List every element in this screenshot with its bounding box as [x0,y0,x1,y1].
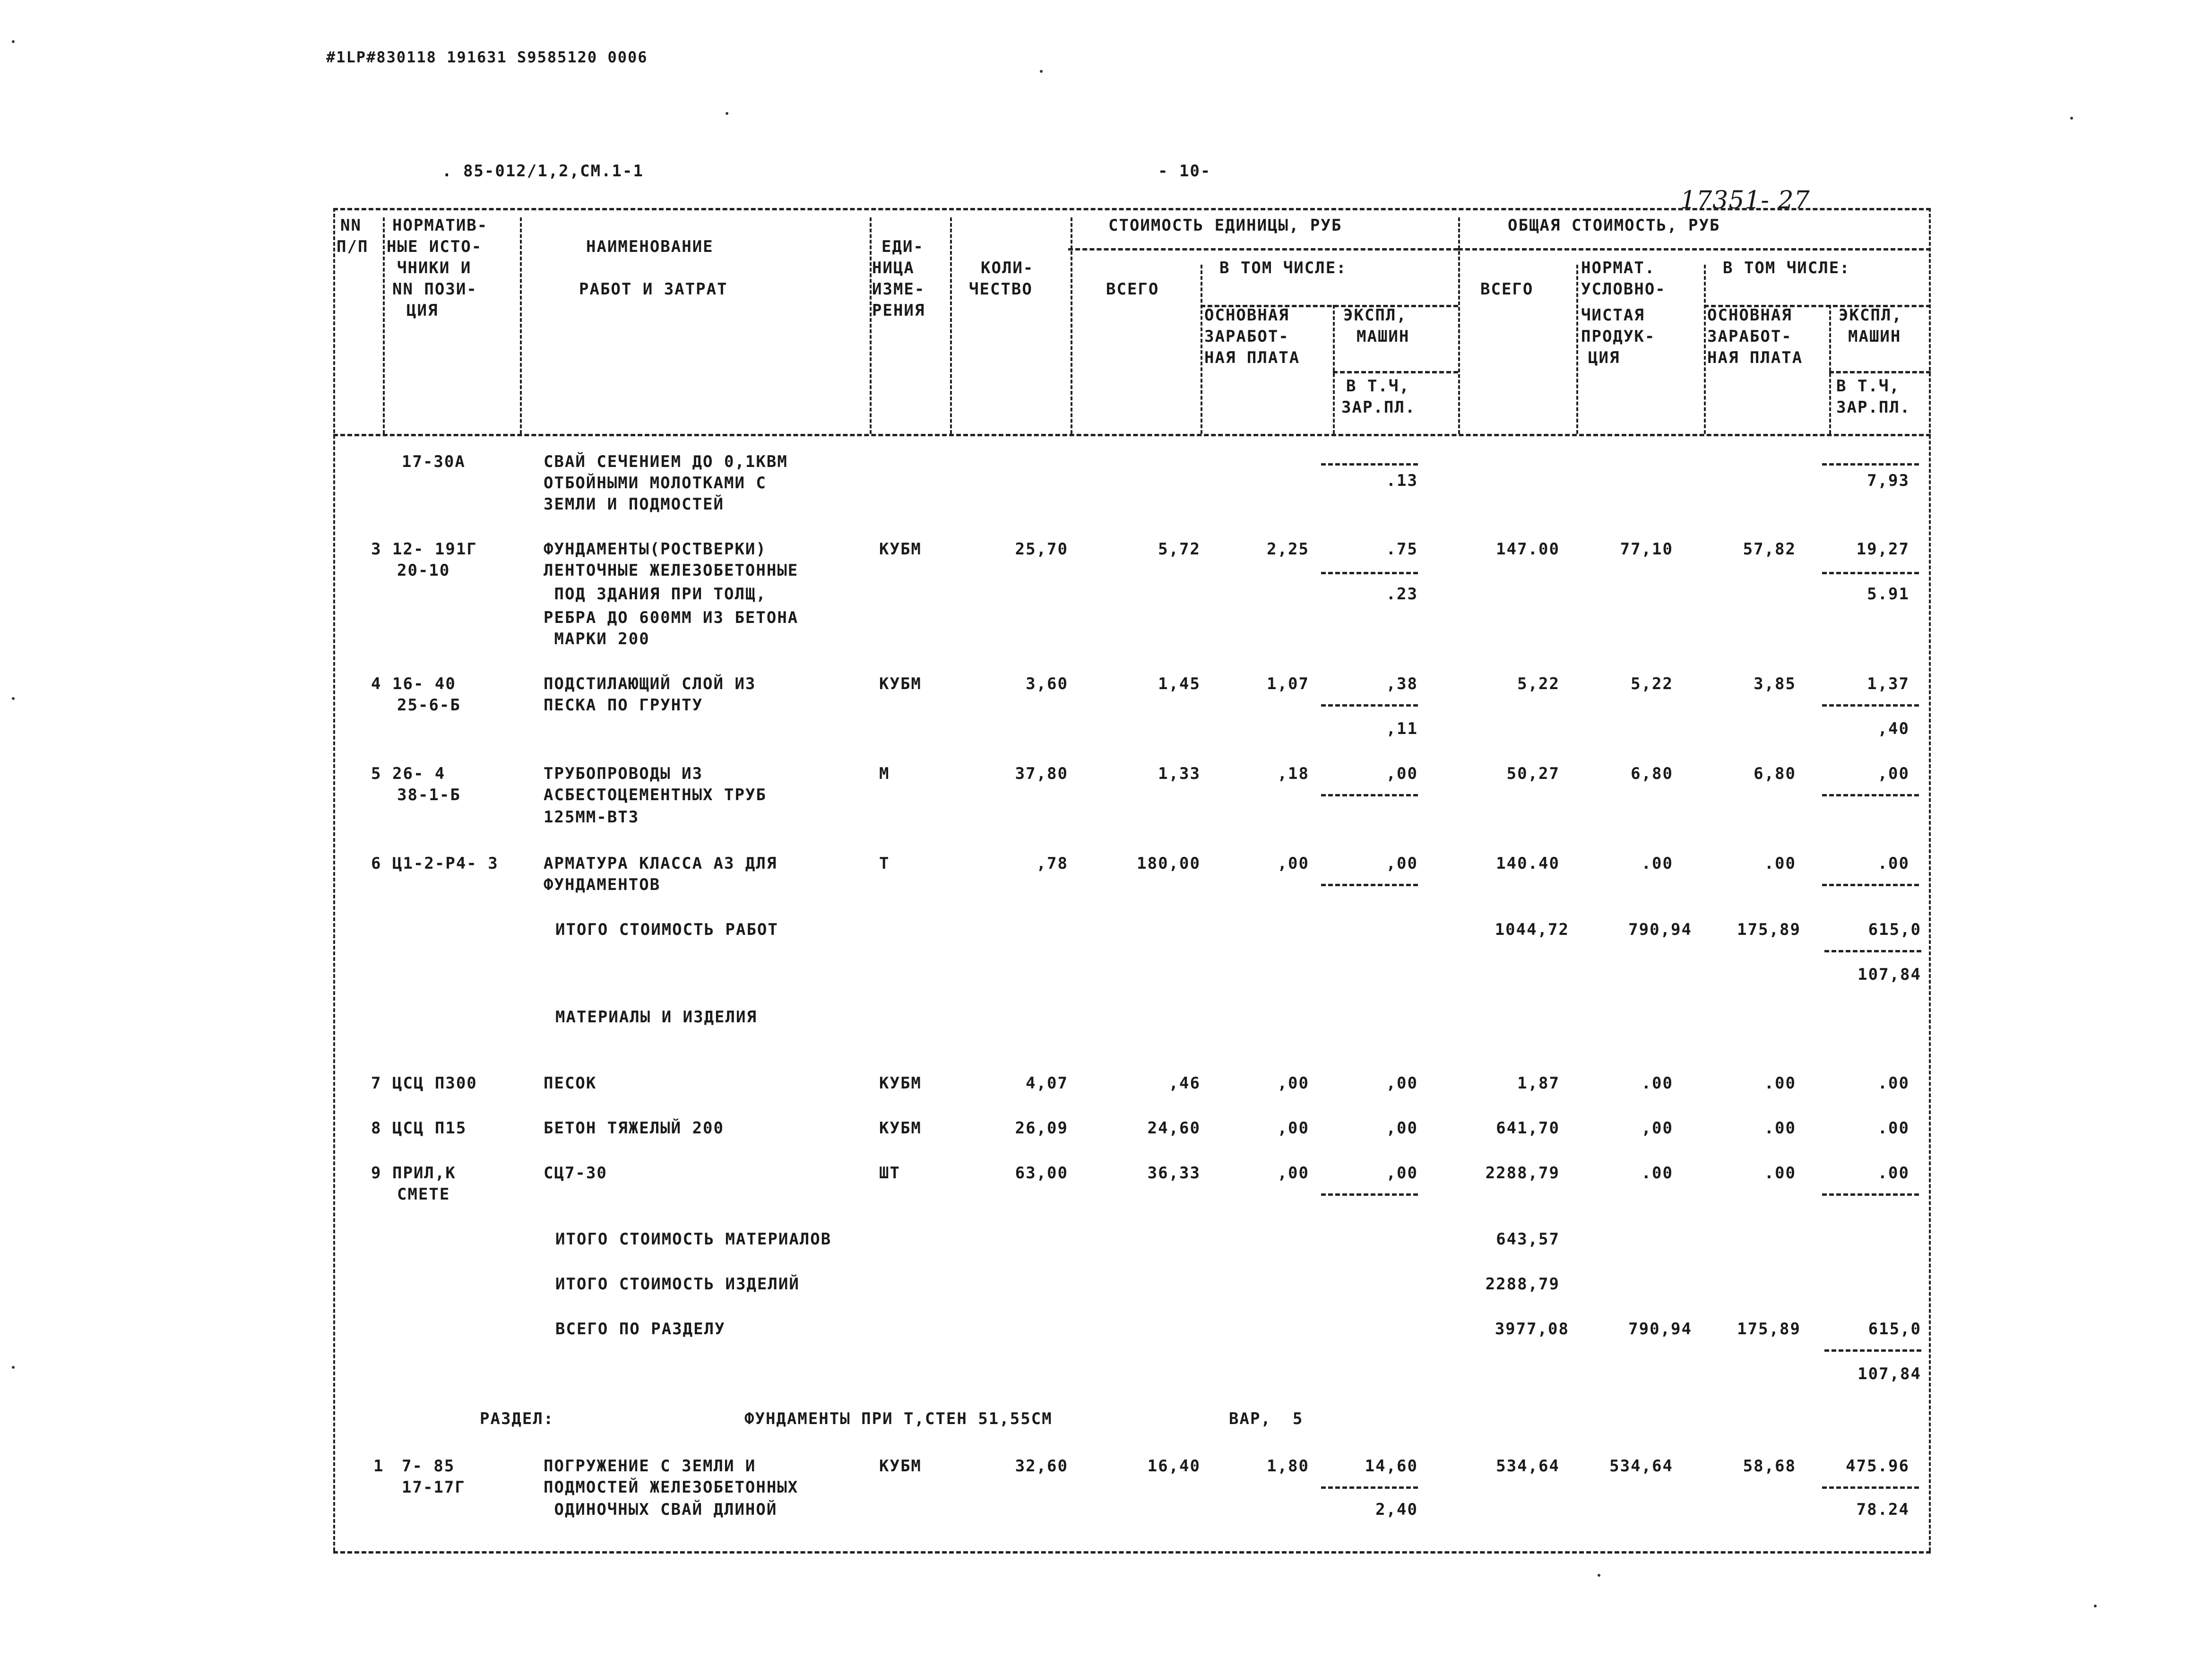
col-header-wage: ЗАРАБОТ- [1204,327,1289,346]
col-header-num: NN [340,216,362,235]
row-unit: Т [879,854,890,873]
col-header-norm-net: ЦИЯ [1588,348,1620,367]
row-name: МАРКИ 200 [544,630,650,648]
column-divider [1576,265,1578,434]
row-name: ТРУБОПРОВОДЫ ИЗ [544,764,703,783]
row-code: 7- 85 [402,1457,455,1476]
materials-heading: МАТЕРИАЛЫ И ИЗДЕЛИЯ [555,1008,757,1027]
cell-unit-wage: 1,07 [1267,674,1309,693]
row-num: 5 [371,764,382,783]
cell-total-wage: 6,80 [1754,764,1796,783]
cell-total-mach-wage: 78.24 [1856,1500,1910,1519]
row-name: АРМАТУРА КЛАССА А3 ДЛЯ [544,854,778,873]
col-header-num-2: П/П [337,237,369,256]
scan-speck [12,1366,15,1369]
cell-unit-wage: ,18 [1277,764,1309,783]
col-header-norm: NN ПОЗИ- [392,280,477,299]
document-id: #1LP#830118 191631 S9585120 0006 [326,48,648,66]
col-header-machine2: МАШИН [1848,327,1901,346]
col-header-unit: НИЦА [872,259,915,277]
cell-total-norm: 790,94 [1628,920,1692,939]
subtotal-label: ИТОГО СТОИМОСТЬ РАБОТ [555,920,778,939]
cell-unit-mach-wage: .23 [1386,585,1418,604]
header-bottom-border [333,434,1931,436]
subtotal-label: ИТОГО СТОИМОСТЬ МАТЕРИАЛОВ [555,1230,832,1249]
section-total-label: ВСЕГО ПО РАЗДЕЛУ [555,1320,726,1338]
cell-unit-total: 24,60 [1147,1119,1201,1138]
cell-separator [1822,884,1919,886]
cell-total-norm: 5,22 [1631,674,1673,693]
row-name: СВАЙ СЕЧЕНИЕМ ДО 0,1КВМ [544,452,788,471]
cell-total: 3977,08 [1495,1320,1569,1338]
col-header-unit: РЕНИЯ [872,301,925,320]
cell-total-wage: 57,82 [1743,540,1796,559]
col-header-incl-wage: ЗАР.ПЛ. [1341,398,1416,417]
cell-total-mach-wage: ,40 [1877,719,1910,738]
cell-total-norm: .00 [1641,1164,1673,1183]
cell-total-wage: 58,68 [1743,1457,1796,1476]
row-name: ОТБОЙНЫМИ МОЛОТКАМИ С [544,474,767,492]
cell-total-machine: 615,0 [1868,1320,1921,1338]
column-divider [870,217,872,434]
col-header-incl-wage: В Т.Ч, [1346,377,1410,396]
row-name: ПОДСТИЛАЮЩИЙ СЛОЙ ИЗ [544,674,756,693]
row-code: ПРИЛ,К [392,1164,456,1183]
cell-total-mach-wage: 107,84 [1858,1364,1921,1383]
table-right-border [1929,208,1931,1551]
row-name: ФУНДАМЕНТЫ(РОСТВЕРКИ) [544,540,767,559]
col-header-norm-net: НОРМАТ. [1581,259,1656,277]
col-header-name: РАБОТ И ЗАТРАТ [579,280,728,299]
cell-unit-total: 1,33 [1158,764,1201,783]
header-divider [1333,371,1458,373]
cell-total-machine: ,00 [1877,764,1910,783]
row-code: 16- 40 [392,674,456,693]
cell-total: 50,27 [1506,764,1560,783]
table-top-border [333,208,1931,210]
cell-total-machine: 475.96 [1846,1457,1910,1476]
col-header-qty: КОЛИ- [981,259,1034,277]
subtotal-label: ИТОГО СТОИМОСТЬ ИЗДЕЛИЙ [555,1275,800,1294]
cell-total: 5,22 [1517,674,1560,693]
header-divider [1829,371,1931,373]
col-header-norm-net: ПРОДУК- [1581,327,1656,346]
cell-unit-total: 5,72 [1158,540,1201,559]
row-code: 12- 191Г [392,540,477,559]
scan-speck [1040,70,1043,73]
cell-separator [1321,704,1418,707]
cell-unit-mach-wage: ,11 [1386,719,1418,738]
col-header-incl-wage2: ЗАР.ПЛ. [1836,398,1911,417]
col-header-qty: ЧЕСТВО [969,280,1033,299]
cell-unit-machine: ,00 [1386,1074,1418,1093]
row-num: 6 [371,854,382,873]
cell-separator [1321,1486,1418,1489]
row-num: 3 [371,540,382,559]
cell-separator [1321,1193,1418,1196]
cell-unit-total: 36,33 [1147,1164,1201,1183]
cell-total-mach-wage: 107,84 [1858,965,1921,984]
row-name: ЗЕМЛИ И ПОДМОСТЕЙ [544,495,724,514]
row-name: ПОД ЗДАНИЯ ПРИ ТОЛЩ, [544,585,767,604]
cell-separator [1824,950,1921,952]
column-divider [1201,265,1202,434]
row-num: 7 [371,1074,382,1093]
col-header-machine: ЭКСПЛ, [1343,306,1407,325]
col-header-norm: ЦИЯ [406,301,439,320]
row-name: РЕБРА ДО 600ММ ИЗ БЕТОНА [544,608,799,627]
cell-total-wage: .00 [1764,1074,1796,1093]
col-header-incl-wage2: В Т.Ч, [1836,377,1900,396]
row-name: ПОГРУЖЕНИЕ С ЗЕМЛИ И [544,1457,756,1476]
row-num: 8 [371,1119,382,1138]
row-unit: КУБМ [879,540,922,559]
cell-unit-total: 180,00 [1137,854,1201,873]
cell-separator [1824,1349,1921,1352]
row-name: 125ММ-ВТ3 [544,808,639,827]
column-divider [1333,305,1335,434]
col-header-total2: ВСЕГО [1480,280,1534,299]
cell-total: 1044,72 [1495,920,1569,939]
cell-unit-wage: 1,80 [1267,1457,1309,1476]
cell-total-machine: .00 [1877,854,1910,873]
cell-unit-wage: ,00 [1277,1074,1309,1093]
cell-total-wage: 3,85 [1754,674,1796,693]
cell-separator [1822,463,1919,466]
cell-total: 2288,79 [1485,1275,1560,1294]
cell-separator [1321,794,1418,796]
cell-total-mach-wage: 7,93 [1867,471,1910,490]
cell-total-machine: .00 [1877,1119,1910,1138]
col-header-unit: ЕДИ- [881,237,924,256]
row-num: 9 [371,1164,382,1183]
col-header-unit: ИЗМЕ- [872,280,925,299]
header-divider [1068,248,1458,250]
row-code: 38-1-Б [397,786,461,804]
cell-total: 643,57 [1496,1230,1560,1249]
cell-total-wage: 175,89 [1737,920,1801,939]
row-name: ПЕСКА ПО ГРУНТУ [544,696,703,715]
cell-unit-total: ,46 [1168,1074,1201,1093]
scan-speck [726,112,728,115]
cell-unit-machine: ,38 [1386,674,1418,693]
column-divider [383,217,385,434]
column-divider [520,217,522,434]
cell-total-norm: 534,64 [1609,1457,1673,1476]
cell-separator [1321,572,1418,574]
col-header-machine2: ЭКСПЛ, [1839,306,1902,325]
col-header-norm-net: ЧИСТАЯ [1581,306,1645,325]
cell-total: 534,64 [1496,1457,1560,1476]
row-code: ЦСЦ П15 [392,1119,467,1138]
column-divider [1704,265,1706,434]
row-qty: 63,00 [1015,1164,1068,1183]
section-title: ФУНДАМЕНТЫ ПРИ Т,СТЕН 51,55СМ [744,1409,1053,1428]
cell-unit-total: 16,40 [1147,1457,1201,1476]
cell-total-norm: ,00 [1641,1119,1673,1138]
row-name: ПОДМОСТЕЙ ЖЕЛЕЗОБЕТОННЫХ [544,1478,799,1497]
row-code: 17-17Г [402,1478,466,1497]
row-qty: 37,80 [1015,764,1068,783]
row-qty: 4,07 [1026,1074,1068,1093]
cell-total: 140.40 [1496,854,1560,873]
cell-total-norm: 790,94 [1628,1320,1692,1338]
col-header-norm: НЫЕ ИСТО- [387,237,483,256]
col-header-wage: НАЯ ПЛАТА [1204,348,1300,367]
cell-unit-machine: 14,60 [1365,1457,1418,1476]
cell-separator [1321,463,1418,466]
row-code: СМЕТЕ [397,1185,450,1204]
col-header-unit-cost: СТОИМОСТЬ ЕДИНИЦЫ, РУБ [1108,216,1342,235]
row-name: АСБЕСТОЦЕМЕНТНЫХ ТРУБ [544,786,767,804]
cell-total: 641,70 [1496,1119,1560,1138]
row-name: БЕТОН ТЯЖЕЛЫЙ 200 [544,1119,724,1138]
cell-total-machine: 615,0 [1868,920,1921,939]
cell-separator [1822,1193,1919,1196]
row-code: 26- 4 [392,764,446,783]
cell-total-machine: 1,37 [1867,674,1910,693]
page-number: - 10- [1158,162,1211,181]
table-left-border [333,208,335,1551]
table-bottom-border [333,1551,1931,1554]
cell-total-machine: .00 [1877,1164,1910,1183]
scan-speck [2094,1605,2097,1607]
cell-unit-mach-wage: .13 [1386,471,1418,490]
cell-total-norm: .00 [1641,1074,1673,1093]
handwritten-number: 17351- 27 [1680,186,1810,215]
cell-unit-wage: ,00 [1277,854,1309,873]
col-header-wage2: НАЯ ПЛАТА [1707,348,1803,367]
scan-speck [1598,1574,1600,1577]
col-header-norm: НОРМАТИВ- [392,216,488,235]
cell-total: 1,87 [1517,1074,1560,1093]
row-name: СЦ7-30 [544,1164,607,1183]
column-divider [1071,217,1072,434]
col-header-norm-net: УСЛОВНО- [1581,280,1666,299]
cell-total-norm: 77,10 [1620,540,1673,559]
col-header-name: НАИМЕНОВАНИЕ [586,237,714,256]
row-name: ПЕСОК [544,1074,597,1093]
col-header-total-cost: ОБЩАЯ СТОИМОСТЬ, РУБ [1508,216,1720,235]
section-label: РАЗДЕЛ: [480,1409,554,1428]
cell-separator [1822,704,1919,707]
cell-unit-mach-wage: 2,40 [1375,1500,1418,1519]
row-name: ОДИНОЧНЫХ СВАЙ ДЛИНОЙ [544,1500,778,1519]
cell-separator [1321,884,1418,886]
row-code: 17-30A [402,452,466,471]
row-name: ЛЕНТОЧНЫЕ ЖЕЛЕЗОБЕТОННЫЕ [544,561,799,580]
scan-speck [2070,117,2073,120]
row-num: 4 [371,674,382,693]
scan-speck [12,40,15,43]
cell-total-wage: 175,89 [1737,1320,1801,1338]
col-header-machine: МАШИН [1357,327,1410,346]
row-qty: 3,60 [1026,674,1068,693]
cell-unit-machine: ,00 [1386,1119,1418,1138]
row-code: 25-6-Б [397,696,461,715]
row-unit: КУБМ [879,1457,922,1476]
cell-total-machine: .00 [1877,1074,1910,1093]
cell-total-norm: .00 [1641,854,1673,873]
row-unit: ШТ [879,1164,900,1183]
row-qty: 32,60 [1015,1457,1068,1476]
col-header-total: ВСЕГО [1106,280,1159,299]
cell-total-wage: .00 [1764,854,1796,873]
row-qty: 25,70 [1015,540,1068,559]
estimate-reference: . 85-012/1,2,CM.1-1 [442,162,644,181]
cell-total-norm: 6,80 [1631,764,1673,783]
cell-separator [1822,794,1919,796]
col-header-norm: ЧНИКИ И [397,259,472,277]
cell-unit-machine: ,00 [1386,764,1418,783]
row-code: Ц1-2-Р4- 3 [392,854,499,873]
row-unit: КУБМ [879,674,922,693]
row-code: 20-10 [397,561,450,580]
column-divider [950,217,952,434]
row-unit: М [879,764,890,783]
cell-total-wage: .00 [1764,1119,1796,1138]
cell-total: 147.00 [1496,540,1560,559]
row-unit: КУБМ [879,1074,922,1093]
col-header-incl: В ТОМ ЧИСЛЕ: [1219,259,1347,277]
cell-total-mach-wage: 5.91 [1867,585,1910,604]
row-qty: 26,09 [1015,1119,1068,1138]
cell-separator [1822,572,1919,574]
cell-unit-wage: 2,25 [1267,540,1309,559]
row-qty: ,78 [1036,854,1068,873]
column-divider [1829,305,1831,434]
header-divider [1458,248,1931,250]
col-header-wage: ОСНОВНАЯ [1204,306,1289,325]
cell-unit-total: 1,45 [1158,674,1201,693]
col-header-incl2: В ТОМ ЧИСЛЕ: [1723,259,1850,277]
cell-total-wage: .00 [1764,1164,1796,1183]
cell-unit-machine: ,00 [1386,1164,1418,1183]
col-header-wage2: ОСНОВНАЯ [1707,306,1792,325]
cell-unit-machine: ,00 [1386,854,1418,873]
row-code: ЦСЦ П300 [392,1074,477,1093]
row-name: ФУНДАМЕНТОВ [544,875,661,894]
column-divider [1458,217,1460,434]
scan-speck [12,697,15,700]
cell-unit-wage: ,00 [1277,1164,1309,1183]
col-header-wage2: ЗАРАБОТ- [1707,327,1792,346]
cell-unit-wage: ,00 [1277,1119,1309,1138]
cell-total: 2288,79 [1485,1164,1560,1183]
row-unit: КУБМ [879,1119,922,1138]
cell-unit-machine: .75 [1386,540,1418,559]
row-num: 1 [373,1457,384,1476]
cell-separator [1822,1486,1919,1489]
cell-total-machine: 19,27 [1856,540,1910,559]
section-variant: ВАР, 5 [1229,1409,1304,1428]
